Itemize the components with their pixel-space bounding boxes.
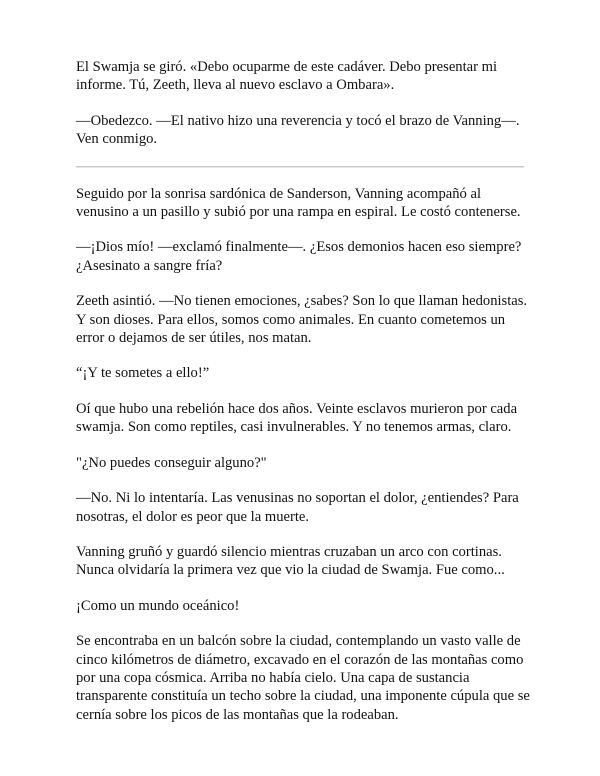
paragraph: Se encontraba en un balcón sobre la ciudad, contemplando un vasto valle de cinco kilómetros de diámetro, excavado en el corazón de las montañas como por una copa cósmica. Arriba no había cielo. Una capa de sustancia transparente constituía un techo sobre la ciudad, una imponente cúpula que se cernía sobre los picos de las montañas que la rodeaban. [76,633,530,723]
document-page [76,58,536,741]
paragraph: "¿No puedes conseguir alguno?" [76,454,267,471]
paragraph: —¡Dios mío! —exclamó finalmente—. ¿Esos demonios hacen eso siempre? ¿Asesinato a sangre fría? [76,239,522,274]
paragraph: Oí que hubo una rebelión hace dos años. Veinte esclavos murieron por cada swamja. Son como reptiles, casi invulnerables. Y no tenemos armas, claro. [76,400,518,436]
paragraph: “¡Y te sometes a ello!” [76,365,210,382]
paragraph: —Obedezco. —El nativo hizo una reverencia y tocó el brazo de Vanning—. Ven conmigo. [76,112,520,148]
paragraph: Seguido por la sonrisa sardónica de Sanderson, Vanning acompañó al venusino a un pasillo y subió por una rampa en espiral. Le costó contenerse. [76,185,521,221]
paragraph: —No. Ni lo intentaría. Las venusinas no soportan el dolor, ¿entiendes? Para nosotras, el dolor es peor que la muerte. [76,490,519,525]
section-divider [76,166,524,168]
paragraph: Zeeth asintió. —No tienen emociones, ¿sabes? Son lo que llaman hedonistas. Y son dioses. Para ellos, somos como animales. En cuanto cometemos un error o dejamos de ser útiles, nos matan. [76,293,528,347]
paragraph: ¡Como un mundo oceánico! [76,597,240,614]
paragraph: Vanning gruñó y guardó silencio mientras cruzaban un arco con cortinas. Nunca olvidaría la primera vez que vio la ciudad de Swamja. Fue como... [76,543,505,579]
paragraph: El Swamja se giró. «Debo ocuparme de este cadáver. Debo presentar mi informe. Tú, Zeeth, lleva al nuevo esclavo a Ombara». [76,59,498,94]
